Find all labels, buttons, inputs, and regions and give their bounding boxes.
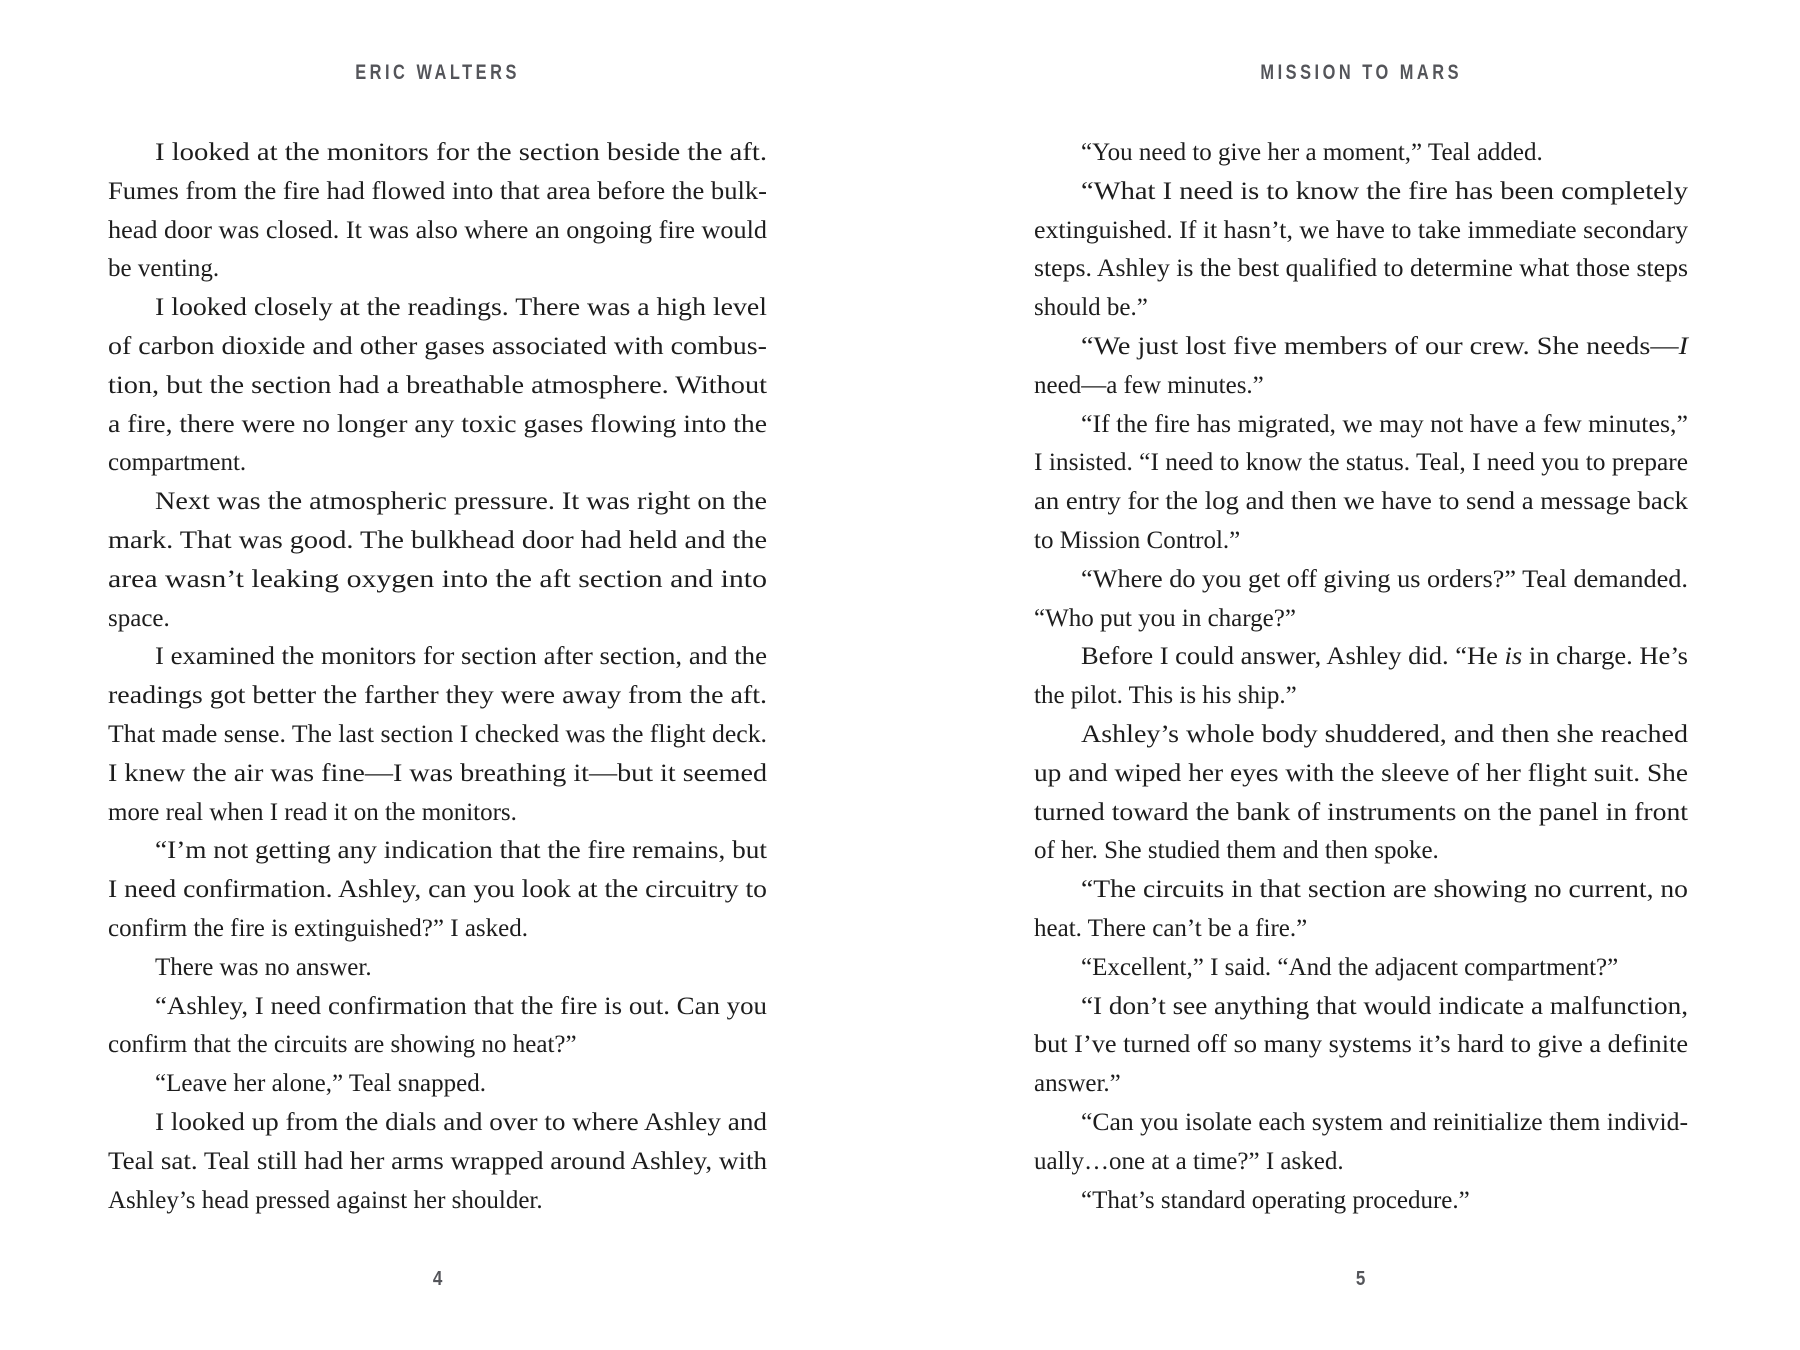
text-line [108, 1104, 767, 1143]
text-line-content: turned toward the bank of instruments on the panel in front [1034, 798, 1688, 826]
text-line-content: a fire, there were no longer any toxic gases flowing into the [108, 410, 767, 438]
text-line-content: “That’s standard operating procedure.” [1081, 1186, 1470, 1214]
text-line-content: readings got better the farther they were away from the aft. [108, 682, 767, 710]
text-line [1034, 949, 1688, 988]
text-line [108, 367, 767, 406]
running-header-title-text: MISSION TO MARS [1260, 61, 1462, 84]
text-line [108, 561, 767, 600]
text-line-content: compartment. [108, 449, 247, 477]
text-line [108, 134, 767, 173]
text-line [1034, 289, 1688, 328]
text-line [1034, 561, 1688, 600]
page-number-left-text: 4 [432, 1268, 443, 1290]
text-line-content: “You need to give her a moment,” Teal added. [1081, 139, 1543, 166]
text-line-content: I looked up from the dials and over to where Ashley and [155, 1108, 767, 1136]
text-line [108, 949, 767, 988]
text-line [108, 522, 767, 561]
text-line-content: I need confirmation. Ashley, can you look at the circuitry to [108, 876, 767, 904]
text-line [1034, 444, 1688, 483]
text-line [108, 638, 767, 677]
text-line [1034, 988, 1688, 1027]
text-line [1034, 522, 1688, 561]
text-line [1034, 1143, 1688, 1182]
text-line-content: Fumes from the fire had flowed into that area before the bulk- [108, 177, 767, 205]
text-line-content: “If the fire has migrated, we may not have a few minutes,” [1081, 410, 1688, 438]
text-line-content: “I’m not getting any indication that the fire remains, but [155, 837, 767, 865]
text-line-content: but I’ve turned off so many systems it’s hard to give a definite [1034, 1031, 1688, 1059]
text-line [108, 1026, 767, 1065]
text-line [1034, 910, 1688, 949]
text-line [108, 483, 767, 522]
text-line [1034, 1026, 1688, 1065]
text-line-content: should be.” [1034, 294, 1148, 322]
text-line-content: I knew the air was fine—I was breathing it—but it seemed [108, 759, 767, 787]
running-header-title [1034, 60, 1688, 86]
text-line-content: “Ashley, I need confirmation that the fire is out. Can you [155, 992, 767, 1020]
text-line [1034, 600, 1688, 639]
text-line-content: need—a few minutes.” [1034, 371, 1264, 399]
text-line [1034, 250, 1688, 289]
text-line-content: That made sense. The last section I checked was the flight deck. [108, 720, 767, 748]
right-page [1034, 0, 1688, 1350]
text-line-content: of her. She studied them and then spoke. [1034, 837, 1439, 865]
text-line [108, 871, 767, 910]
page-number-right-text: 5 [1356, 1268, 1366, 1290]
text-line-content: Before I could answer, Ashley did. “He is in charge. He’s [1081, 643, 1688, 671]
text-line-content: Ashley’s head pressed against her shoulder. [108, 1186, 543, 1214]
text-line-content: “We just lost five members of our crew. She needs—I [1081, 332, 1688, 360]
text-line-content: steps. Ashley is the best qualified to determine what those steps [1034, 255, 1688, 283]
text-line-content: Ashley’s whole body shuddered, and then she reached [1081, 720, 1688, 748]
text-line-content: “Where do you get off giving us orders?” Teal demanded. [1081, 565, 1688, 593]
text-line-content: “What I need is to know the fire has been completely [1081, 177, 1688, 205]
text-line-content: “Can you isolate each system and reinitialize them individ- [1081, 1108, 1688, 1136]
text-line-content: the pilot. This is his ship.” [1034, 682, 1297, 710]
running-header-author-text: ERIC WALTERS [355, 61, 520, 84]
text-line [1034, 755, 1688, 794]
text-line [1034, 677, 1688, 716]
text-line-content: “Leave her alone,” Teal snapped. [155, 1070, 486, 1098]
text-line-content: area wasn’t leaking oxygen into the aft section and into [108, 565, 767, 593]
text-line-content: space. [108, 604, 170, 632]
page-body-right [1034, 134, 1688, 1220]
text-line [1034, 328, 1688, 367]
text-line-content: confirm the fire is extinguished?” I asked. [108, 914, 528, 942]
text-line [108, 1065, 767, 1104]
text-line [1034, 367, 1688, 406]
text-line [108, 406, 767, 445]
text-line-content: to Mission Control.” [1034, 526, 1241, 554]
text-line [1034, 173, 1688, 212]
running-header-author [108, 60, 767, 86]
text-line [1034, 483, 1688, 522]
text-line-content: I insisted. “I need to know the status. Teal, I need you to prepare [1034, 449, 1688, 477]
text-line-content: of carbon dioxide and other gases associated with combus- [108, 332, 767, 360]
text-line [1034, 1182, 1688, 1221]
text-line [1034, 794, 1688, 833]
text-line-content: I looked at the monitors for the section beside the aft. [155, 139, 767, 166]
text-line [1034, 1065, 1688, 1104]
text-line-content: confirm that the circuits are showing no heat?” [108, 1031, 577, 1059]
text-line [1034, 212, 1688, 251]
text-line-content: “The circuits in that section are showing no current, no [1081, 876, 1688, 904]
text-line-content: I looked closely at the readings. There was a high level [155, 294, 767, 322]
text-line [108, 832, 767, 871]
text-line-content: Teal sat. Teal still had her arms wrapped around Ashley, with [108, 1147, 767, 1175]
page-number-left [108, 1264, 767, 1294]
text-line [108, 910, 767, 949]
text-line [108, 1182, 767, 1221]
text-line [108, 600, 767, 639]
text-line-content: extinguished. If it hasn’t, we have to take immediate secondary [1034, 216, 1688, 244]
text-line-content: There was no answer. [155, 953, 372, 981]
text-line-content: mark. That was good. The bulkhead door had held and the [108, 526, 767, 554]
text-line-content: “Who put you in charge?” [1034, 604, 1296, 632]
text-line-content: head door was closed. It was also where an ongoing fire would [108, 216, 768, 244]
text-line [108, 988, 767, 1027]
text-line [1034, 406, 1688, 445]
text-line [108, 444, 767, 483]
text-line-content: Next was the atmospheric pressure. It was right on the [155, 488, 767, 516]
text-line [108, 289, 767, 328]
text-line [108, 716, 767, 755]
text-line-content: ually…one at a time?” I asked. [1034, 1147, 1344, 1175]
text-line [108, 755, 767, 794]
text-line [1034, 638, 1688, 677]
text-line [108, 212, 767, 251]
text-line [108, 328, 767, 367]
text-line [1034, 134, 1688, 173]
page-body-left [108, 134, 767, 1220]
text-line-content: “I don’t see anything that would indicate a malfunction, [1081, 992, 1688, 1020]
text-line [108, 250, 767, 289]
text-line [108, 173, 767, 212]
text-line-content: heat. There can’t be a fire.” [1034, 914, 1308, 942]
left-page [108, 0, 767, 1350]
text-line-content: an entry for the log and then we have to send a message back [1034, 488, 1688, 516]
text-line-content: be venting. [108, 255, 220, 283]
text-line-content: up and wiped her eyes with the sleeve of her flight suit. She [1034, 759, 1688, 787]
page-number-right [1034, 1264, 1688, 1294]
text-line-content: “Excellent,” I said. “And the adjacent compartment?” [1081, 953, 1619, 981]
text-line [1034, 871, 1688, 910]
text-line-content: more real when I read it on the monitors. [108, 798, 517, 826]
text-line [108, 1143, 767, 1182]
text-line-content: tion, but the section had a breathable atmosphere. Without [108, 371, 767, 399]
text-line-content: I examined the monitors for section after section, and the [155, 643, 767, 671]
text-line-content: answer.” [1034, 1070, 1121, 1098]
text-line [1034, 716, 1688, 755]
text-line [108, 794, 767, 833]
text-line [1034, 832, 1688, 871]
text-line [108, 677, 767, 716]
text-line [1034, 1104, 1688, 1143]
